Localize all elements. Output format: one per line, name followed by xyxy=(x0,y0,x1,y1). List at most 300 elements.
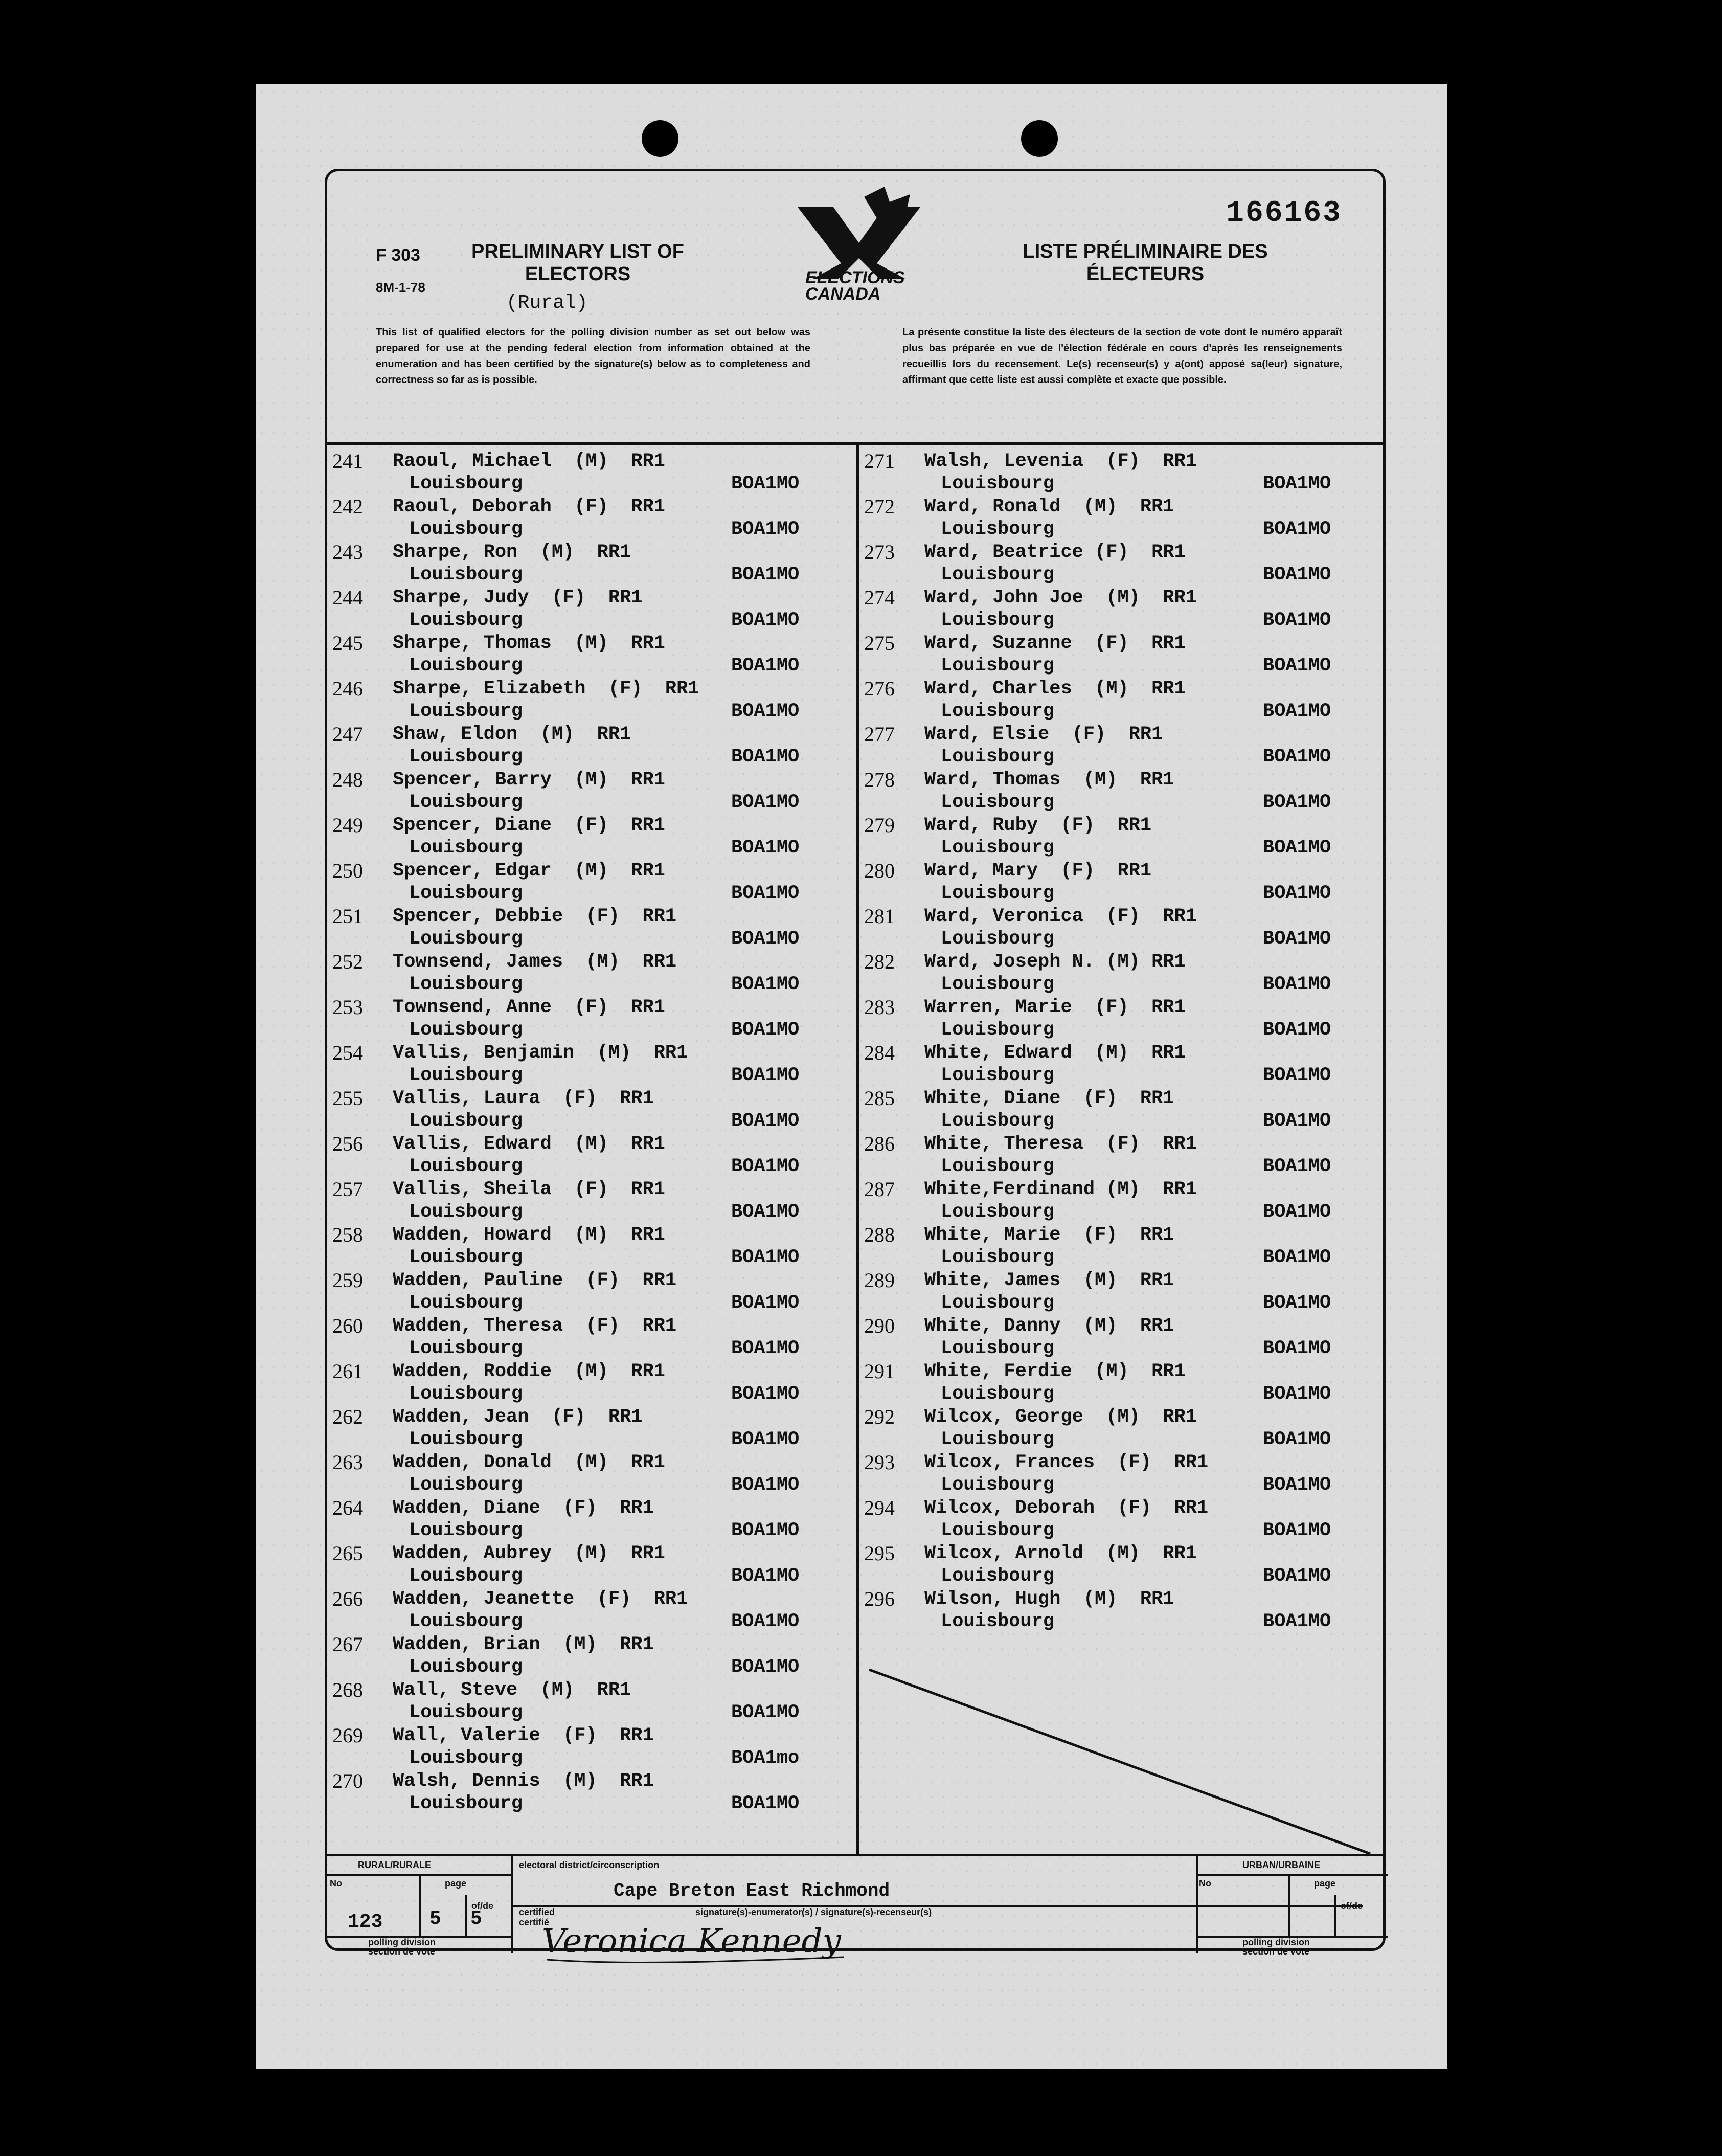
elector-town: Louisbourg xyxy=(941,1611,1055,1632)
elector-town: Louisbourg xyxy=(941,1201,1055,1223)
district-label: electoral district/circonscription xyxy=(519,1860,660,1870)
elector-entry xyxy=(332,496,823,541)
elector-entry xyxy=(332,1178,823,1223)
elector-entry xyxy=(332,1087,823,1132)
elector-postal-code: BOA1MO xyxy=(1263,837,1331,859)
elector-entry xyxy=(332,860,823,905)
elector-town: Louisbourg xyxy=(409,1565,523,1587)
electors-list-sheet xyxy=(256,84,1447,2069)
form-number: F 303 xyxy=(376,245,420,265)
elector-name: Wall, Valerie (F) RR1 xyxy=(393,1725,654,1746)
elector-entry xyxy=(332,905,823,950)
elector-entry xyxy=(864,1042,1355,1087)
elector-postal-code: BOA1MO xyxy=(731,610,800,631)
elector-entry xyxy=(864,996,1355,1041)
rural-subtitle: (Rural) xyxy=(506,292,588,314)
footer-rule xyxy=(1196,1854,1198,1953)
elector-postal-code: BOA1MO xyxy=(1263,1156,1331,1177)
elector-entry xyxy=(332,1679,823,1724)
elector-postal-code: BOA1MO xyxy=(731,519,800,540)
elector-name: Wadden, Pauline (F) RR1 xyxy=(393,1270,677,1291)
elector-name: White, Ferdie (M) RR1 xyxy=(924,1361,1186,1382)
elector-entry xyxy=(864,905,1355,950)
signature-label: signature(s)-enumerator(s) / signature(s)-recenseur(s) xyxy=(695,1907,932,1917)
elector-name: Wadden, Roddie (M) RR1 xyxy=(393,1361,665,1382)
elector-name: Ward, Ruby (F) RR1 xyxy=(924,815,1152,836)
elector-number: 268 xyxy=(332,1678,363,1701)
elector-number: 283 xyxy=(864,996,895,1019)
elector-name: Warren, Marie (F) RR1 xyxy=(924,997,1186,1018)
elector-town: Louisbourg xyxy=(409,473,523,495)
elector-town: Louisbourg xyxy=(409,1292,523,1314)
urban-of-label: of/de xyxy=(1341,1901,1363,1911)
elector-town: Louisbourg xyxy=(941,610,1055,631)
elector-entry xyxy=(332,996,823,1041)
elector-name: Spencer, Debbie (F) RR1 xyxy=(393,906,677,927)
elector-town: Louisbourg xyxy=(941,1383,1055,1405)
elector-postal-code: BOA1MO xyxy=(731,1065,800,1086)
elector-postal-code: BOA1MO xyxy=(731,792,800,813)
elector-postal-code: BOA1MO xyxy=(731,1520,800,1541)
elector-entry xyxy=(864,1315,1355,1360)
elector-postal-code: BOA1MO xyxy=(1263,701,1331,722)
elector-entry xyxy=(332,1542,823,1587)
elector-number: 296 xyxy=(864,1587,895,1610)
elector-town: Louisbourg xyxy=(409,1110,523,1132)
elector-name: Vallis, Benjamin (M) RR1 xyxy=(393,1042,688,1064)
elector-town: Louisbourg xyxy=(941,837,1055,859)
elector-entry xyxy=(332,951,823,996)
elector-number: 290 xyxy=(864,1314,895,1337)
elector-name: Wilson, Hugh (M) RR1 xyxy=(924,1588,1174,1610)
elector-entry xyxy=(864,1451,1355,1496)
elector-town: Louisbourg xyxy=(409,1338,523,1359)
elector-number: 262 xyxy=(332,1405,363,1428)
header-divider xyxy=(327,442,1383,445)
certified-fr: certifié xyxy=(519,1917,550,1927)
elector-name: White, Edward (M) RR1 xyxy=(924,1042,1186,1064)
elector-name: Wilcox, Arnold (M) RR1 xyxy=(924,1543,1197,1564)
elector-entry xyxy=(332,1406,823,1451)
elector-name: Vallis, Sheila (F) RR1 xyxy=(393,1179,665,1200)
elector-postal-code: BOA1MO xyxy=(731,1611,800,1632)
elector-number: 250 xyxy=(332,859,363,882)
page-number: 5 xyxy=(429,1908,441,1930)
urban-label: URBAN/URBAINE xyxy=(1242,1860,1320,1870)
form-date: 8M-1-78 xyxy=(376,280,425,295)
elector-name: Sharpe, Elizabeth (F) RR1 xyxy=(393,678,699,700)
elector-entry xyxy=(864,1224,1355,1269)
elector-number: 251 xyxy=(332,905,363,928)
elector-name: Spencer, Diane (F) RR1 xyxy=(393,815,665,836)
elector-number: 252 xyxy=(332,950,363,973)
elector-town: Louisbourg xyxy=(941,1520,1055,1541)
elector-name: Shaw, Eldon (M) RR1 xyxy=(393,724,631,745)
elector-entry xyxy=(864,1406,1355,1451)
signature-text: Veronica Kennedy xyxy=(542,1922,841,1960)
serial-number: 166163 xyxy=(1226,197,1342,230)
elector-postal-code: BOA1MO xyxy=(731,883,800,904)
elector-number: 254 xyxy=(332,1041,363,1064)
elector-entry xyxy=(864,1497,1355,1542)
elector-postal-code: BOA1MO xyxy=(1263,1520,1331,1541)
elector-postal-code: BOA1MO xyxy=(731,1110,800,1132)
elector-number: 280 xyxy=(864,859,895,882)
enumerator-signature xyxy=(542,1911,849,1967)
elector-name: Ward, Charles (M) RR1 xyxy=(924,678,1186,700)
elector-town: Louisbourg xyxy=(409,1747,523,1769)
elector-town: Louisbourg xyxy=(409,1156,523,1177)
strike-line xyxy=(869,1665,1380,1869)
elector-entry xyxy=(332,1224,823,1269)
punch-hole xyxy=(1021,120,1058,157)
elector-town: Louisbourg xyxy=(941,655,1055,677)
elector-town: Louisbourg xyxy=(409,1474,523,1496)
elector-entry xyxy=(864,1269,1355,1314)
elector-number: 275 xyxy=(864,632,895,655)
elector-name: White, Theresa (F) RR1 xyxy=(924,1133,1197,1155)
elector-postal-code: BOA1MO xyxy=(731,473,800,495)
elector-name: Vallis, Edward (M) RR1 xyxy=(393,1133,665,1155)
rural-label: RURAL/RURALE xyxy=(358,1860,431,1870)
footer-rule xyxy=(1288,1874,1290,1936)
elector-postal-code: BOA1MO xyxy=(731,701,800,722)
elector-number: 271 xyxy=(864,450,895,473)
elector-postal-code: BOA1MO xyxy=(731,1019,800,1041)
elector-postal-code: BOA1MO xyxy=(1263,1338,1331,1359)
elector-town: Louisbourg xyxy=(409,837,523,859)
urban-polling-label xyxy=(1242,1938,1310,1956)
elector-name: Sharpe, Judy (F) RR1 xyxy=(393,587,643,609)
elector-town: Louisbourg xyxy=(941,1474,1055,1496)
elector-postal-code: BOA1MO xyxy=(1263,974,1331,995)
elector-name: Walsh, Dennis (M) RR1 xyxy=(393,1770,654,1792)
elector-town: Louisbourg xyxy=(409,792,523,813)
polling-division-label xyxy=(368,1938,436,1956)
elector-number: 255 xyxy=(332,1087,363,1110)
elector-number: 246 xyxy=(332,677,363,700)
elector-number: 284 xyxy=(864,1041,895,1064)
elector-name: White, Danny (M) RR1 xyxy=(924,1315,1174,1337)
elector-town: Louisbourg xyxy=(941,1110,1055,1132)
elector-town: Louisbourg xyxy=(941,1019,1055,1041)
intro-english: This list of qualified electors for the polling division number as set out below was prepared for use at the pending federal election from information obtained at the enumeration and has been certified by the signature(s) below as to completeness and correctness so far as is possible. xyxy=(376,327,810,386)
elector-town: Louisbourg xyxy=(409,1793,523,1814)
elector-name: Wadden, Diane (F) RR1 xyxy=(393,1497,654,1519)
elector-name: Ward, Beatrice (F) RR1 xyxy=(924,542,1186,563)
elector-number: 270 xyxy=(332,1769,363,1792)
elector-name: Wall, Steve (M) RR1 xyxy=(393,1679,631,1701)
elector-number: 247 xyxy=(332,723,363,746)
elector-number: 276 xyxy=(864,677,895,700)
no-label: No xyxy=(330,1878,342,1889)
elector-town: Louisbourg xyxy=(409,1201,523,1223)
elector-number: 244 xyxy=(332,586,363,609)
elector-entry xyxy=(864,1542,1355,1587)
elector-town: Louisbourg xyxy=(409,974,523,995)
footer-rule xyxy=(1334,1895,1336,1936)
elector-postal-code: BOA1MO xyxy=(731,1429,800,1450)
elector-postal-code: BOA1mo xyxy=(731,1747,800,1769)
elector-number: 265 xyxy=(332,1542,363,1565)
elector-town: Louisbourg xyxy=(941,974,1055,995)
elector-number: 263 xyxy=(332,1451,363,1474)
footer-rule xyxy=(511,1854,513,1953)
elector-town: Louisbourg xyxy=(409,746,523,768)
elector-entry xyxy=(332,1269,823,1314)
elector-entry xyxy=(332,814,823,859)
page-of-number: 5 xyxy=(470,1908,482,1930)
elector-number: 242 xyxy=(332,495,363,518)
elector-entry xyxy=(332,1451,823,1496)
elector-entry xyxy=(332,769,823,814)
elector-name: Wadden, Jean (F) RR1 xyxy=(393,1406,643,1428)
elector-postal-code: BOA1MO xyxy=(731,928,800,950)
of-label: of/de xyxy=(471,1901,493,1911)
elector-name: White, Marie (F) RR1 xyxy=(924,1224,1174,1246)
elector-town: Louisbourg xyxy=(409,1065,523,1086)
elector-entry xyxy=(332,1724,823,1769)
elector-town: Louisbourg xyxy=(409,1429,523,1450)
elector-postal-code: BOA1MO xyxy=(1263,473,1331,495)
elector-postal-code: BOA1MO xyxy=(1263,883,1331,904)
elector-postal-code: BOA1MO xyxy=(731,1565,800,1587)
elector-number: 293 xyxy=(864,1451,895,1474)
column-divider xyxy=(856,442,859,1854)
elector-entry xyxy=(332,450,823,495)
elector-entry xyxy=(864,450,1355,495)
elector-entry xyxy=(332,723,823,768)
elector-postal-code: BOA1MO xyxy=(731,746,800,768)
certified-en: certified xyxy=(519,1907,555,1917)
elector-town: Louisbourg xyxy=(409,883,523,904)
elector-town: Louisbourg xyxy=(941,1429,1055,1450)
urban-polling-label-fr: section de vote xyxy=(1242,1946,1310,1957)
elector-postal-code: BOA1MO xyxy=(1263,1201,1331,1223)
elector-postal-code: BOA1MO xyxy=(731,1201,800,1223)
form-footer xyxy=(327,1854,1383,1960)
elector-entry xyxy=(332,1360,823,1405)
elector-entry xyxy=(864,678,1355,723)
logo-text: ELECTIONS CANADA xyxy=(805,268,905,304)
form-frame xyxy=(325,169,1386,1960)
elector-name: Ward, Suzanne (F) RR1 xyxy=(924,633,1186,654)
elector-entry xyxy=(864,814,1355,859)
elector-name: Ward, Joseph N. (M) RR1 xyxy=(924,951,1186,973)
elector-name: Ward, John Joe (M) RR1 xyxy=(924,587,1197,609)
elector-entry xyxy=(332,632,823,677)
elector-postal-code: BOA1MO xyxy=(1263,1292,1331,1314)
elector-town: Louisbourg xyxy=(941,564,1055,586)
elector-number: 289 xyxy=(864,1269,895,1292)
elector-number: 248 xyxy=(332,768,363,791)
elector-town: Louisbourg xyxy=(941,1338,1055,1359)
elector-number: 286 xyxy=(864,1132,895,1155)
elector-number: 256 xyxy=(332,1132,363,1155)
footer-rule xyxy=(1196,1874,1388,1876)
elector-postal-code: BOA1MO xyxy=(731,564,800,586)
elector-name: Wadden, Brian (M) RR1 xyxy=(393,1634,654,1655)
elector-postal-code: BOA1MO xyxy=(1263,1065,1331,1086)
urban-page-label: page xyxy=(1314,1878,1336,1889)
elector-town: Louisbourg xyxy=(409,1611,523,1632)
elector-postal-code: BOA1MO xyxy=(1263,1019,1331,1041)
elector-number: 241 xyxy=(332,450,363,473)
punch-hole xyxy=(642,120,678,157)
elector-town: Louisbourg xyxy=(941,519,1055,540)
elector-entry xyxy=(332,1497,823,1542)
elector-postal-code: BOA1MO xyxy=(731,1383,800,1405)
elector-postal-code: BOA1MO xyxy=(731,1247,800,1268)
elector-town: Louisbourg xyxy=(409,655,523,677)
urban-no-label: No xyxy=(1199,1878,1211,1889)
elector-number: 282 xyxy=(864,950,895,973)
elector-name: Wadden, Theresa (F) RR1 xyxy=(393,1315,677,1337)
elector-name: Raoul, Deborah (F) RR1 xyxy=(393,496,665,518)
elector-entry xyxy=(864,541,1355,586)
elector-name: Walsh, Levenia (F) RR1 xyxy=(924,451,1197,472)
elector-number: 260 xyxy=(332,1314,363,1337)
elector-town: Louisbourg xyxy=(941,1065,1055,1086)
elector-postal-code: BOA1MO xyxy=(731,1338,800,1359)
elector-name: Ward, Veronica (F) RR1 xyxy=(924,906,1197,927)
elector-town: Louisbourg xyxy=(941,1565,1055,1587)
elector-entry xyxy=(332,678,823,723)
elector-name: Wadden, Howard (M) RR1 xyxy=(393,1224,665,1246)
elector-number: 281 xyxy=(864,905,895,928)
elector-number: 278 xyxy=(864,768,895,791)
elector-town: Louisbourg xyxy=(409,610,523,631)
elector-name: Wilcox, Deborah (F) RR1 xyxy=(924,1497,1209,1519)
elector-town: Louisbourg xyxy=(941,1292,1055,1314)
elector-number: 295 xyxy=(864,1542,895,1565)
elector-entry xyxy=(864,1178,1355,1223)
elector-entry xyxy=(332,1315,823,1360)
elector-town: Louisbourg xyxy=(409,519,523,540)
elector-name: Vallis, Laura (F) RR1 xyxy=(393,1088,654,1109)
elector-name: Spencer, Edgar (M) RR1 xyxy=(393,860,665,882)
elector-entry xyxy=(332,1042,823,1087)
title-french: LISTE PRÉLIMINAIRE DES ÉLECTEURS xyxy=(1023,241,1268,285)
elector-postal-code: BOA1MO xyxy=(1263,1565,1331,1587)
elector-postal-code: BOA1MO xyxy=(1263,1429,1331,1450)
elector-town: Louisbourg xyxy=(941,883,1055,904)
elector-entry xyxy=(864,723,1355,768)
elector-town: Louisbourg xyxy=(409,928,523,950)
elector-postal-code: BOA1MO xyxy=(1263,1110,1331,1132)
page-label: page xyxy=(445,1878,467,1889)
elector-number: 259 xyxy=(332,1269,363,1292)
polling-number: 123 xyxy=(348,1911,383,1933)
elector-number: 243 xyxy=(332,541,363,564)
polling-label-fr: section de vote xyxy=(368,1946,436,1957)
elector-town: Louisbourg xyxy=(941,473,1055,495)
elector-name: Townsend, Anne (F) RR1 xyxy=(393,997,665,1018)
elector-name: Sharpe, Ron (M) RR1 xyxy=(393,542,631,563)
elector-postal-code: BOA1MO xyxy=(1263,1474,1331,1496)
elector-postal-code: BOA1MO xyxy=(1263,564,1331,586)
elector-postal-code: BOA1MO xyxy=(1263,746,1331,768)
elector-entry xyxy=(332,1588,823,1633)
elector-name: Spencer, Barry (M) RR1 xyxy=(393,769,665,791)
elector-town: Louisbourg xyxy=(409,1247,523,1268)
elector-postal-code: BOA1MO xyxy=(731,1793,800,1814)
elector-postal-code: BOA1MO xyxy=(1263,928,1331,950)
elector-number: 288 xyxy=(864,1223,895,1246)
elector-town: Louisbourg xyxy=(409,564,523,586)
elector-postal-code: BOA1MO xyxy=(731,655,800,677)
elector-number: 273 xyxy=(864,541,895,564)
elector-postal-code: BOA1MO xyxy=(731,1156,800,1177)
district-value: Cape Breton East Richmond xyxy=(614,1880,890,1901)
elector-postal-code: BOA1MO xyxy=(731,1292,800,1314)
elector-number: 277 xyxy=(864,723,895,746)
elector-town: Louisbourg xyxy=(941,792,1055,813)
elector-name: Ward, Ronald (M) RR1 xyxy=(924,496,1174,518)
elector-number: 267 xyxy=(332,1633,363,1656)
title-english: PRELIMINARY LIST OF ELECTORS xyxy=(471,241,684,285)
elector-postal-code: BOA1MO xyxy=(1263,1247,1331,1268)
elector-entry xyxy=(864,1087,1355,1132)
footer-rule xyxy=(465,1895,467,1936)
elector-number: 258 xyxy=(332,1223,363,1246)
elector-entry xyxy=(864,587,1355,632)
elector-name: Wadden, Jeanette (F) RR1 xyxy=(393,1588,688,1610)
elector-town: Louisbourg xyxy=(941,746,1055,768)
elector-entry xyxy=(332,1770,823,1815)
elector-town: Louisbourg xyxy=(941,1247,1055,1268)
urban-polling-label-en: polling division xyxy=(1242,1937,1310,1947)
elector-number: 279 xyxy=(864,814,895,837)
elector-number: 264 xyxy=(332,1496,363,1519)
elector-entry xyxy=(332,1133,823,1178)
elector-number: 285 xyxy=(864,1087,895,1110)
elector-town: Louisbourg xyxy=(409,1656,523,1678)
elector-entry xyxy=(332,587,823,632)
elector-name: Wilcox, Frances (F) RR1 xyxy=(924,1452,1209,1473)
elector-town: Louisbourg xyxy=(409,1520,523,1541)
elector-name: Sharpe, Thomas (M) RR1 xyxy=(393,633,665,654)
elector-postal-code: BOA1MO xyxy=(731,1702,800,1723)
polling-label-en: polling division xyxy=(368,1937,436,1947)
elector-entry xyxy=(864,496,1355,541)
elector-entry xyxy=(332,1633,823,1678)
elector-number: 249 xyxy=(332,814,363,837)
elector-postal-code: BOA1MO xyxy=(731,1656,800,1678)
elector-entry xyxy=(864,1360,1355,1405)
elector-postal-code: BOA1MO xyxy=(1263,655,1331,677)
elector-town: Louisbourg xyxy=(409,1702,523,1723)
elector-entry xyxy=(864,860,1355,905)
elector-entry xyxy=(864,1133,1355,1178)
footer-rule xyxy=(511,1905,1363,1907)
elector-postal-code: BOA1MO xyxy=(1263,519,1331,540)
elector-town: Louisbourg xyxy=(941,1156,1055,1177)
elector-name: Wadden, Donald (M) RR1 xyxy=(393,1452,665,1473)
elector-number: 294 xyxy=(864,1496,895,1519)
elector-number: 266 xyxy=(332,1587,363,1610)
elector-town: Louisbourg xyxy=(409,1383,523,1405)
elector-town: Louisbourg xyxy=(409,701,523,722)
elector-postal-code: BOA1MO xyxy=(1263,610,1331,631)
elector-entry xyxy=(864,769,1355,814)
elector-postal-code: BOA1MO xyxy=(731,837,800,859)
elector-name: White, James (M) RR1 xyxy=(924,1270,1174,1291)
intro-french: La présente constitue la liste des électeurs de la section de vote dont le numéro apparaît plus bas préparée en vue de l'élection fédérale en cours d'après les renseignements recueillis lors du recensement. Le(s) recenseur(s) y a(ont) apposé sa(leur) signature, affirmant que cette liste est aussi complète et exacte que possible. xyxy=(902,327,1342,386)
elector-number: 291 xyxy=(864,1360,895,1383)
elector-postal-code: BOA1MO xyxy=(1263,792,1331,813)
elector-name: Wadden, Aubrey (M) RR1 xyxy=(393,1543,665,1564)
